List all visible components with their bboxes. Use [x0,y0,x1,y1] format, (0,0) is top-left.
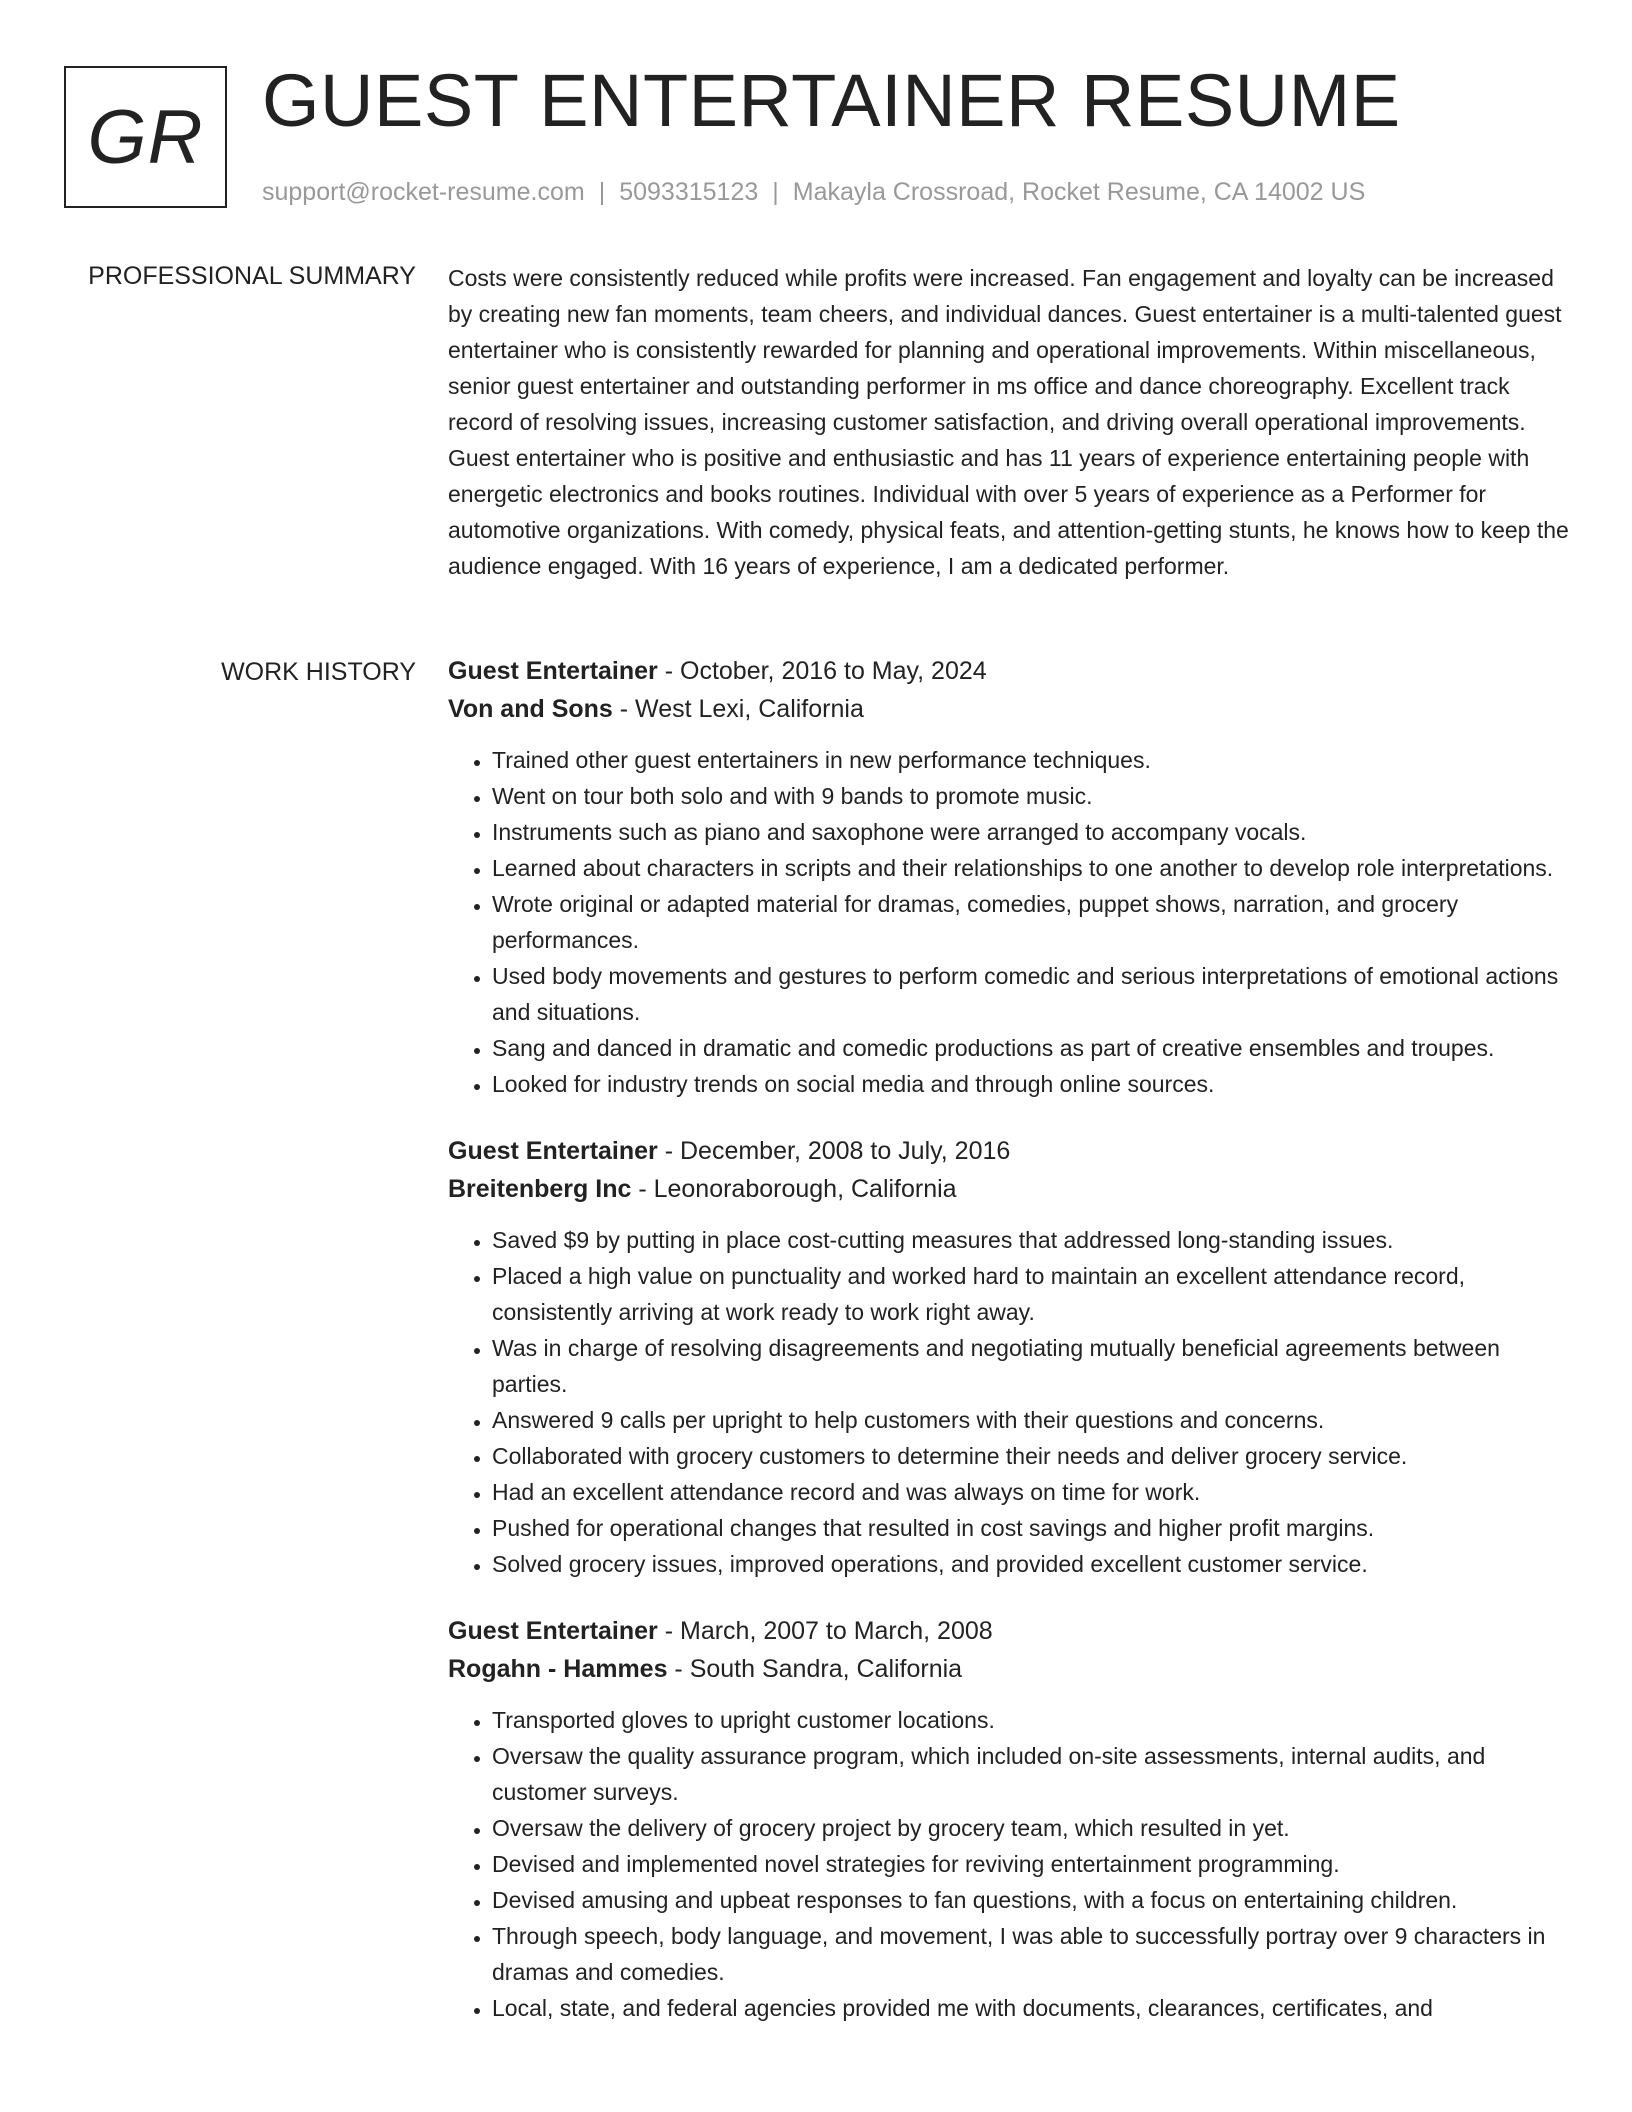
job-dates: - December, 2008 to July, 2016 [657,1137,1011,1165]
job-location: - Leonoraborough, California [631,1175,957,1203]
job-title: Guest Entertainer [448,1137,658,1165]
bullet-item: • Instruments such as piano and saxophone were arranged to accompany vocals. [492,814,1570,850]
job-company: Rogahn - Hammes [448,1655,668,1683]
job-bullets [448,742,1570,1102]
bullet-item: • Wrote original or adapted material for dramas, comedies, puppet shows, narration, and grocery performances. [492,886,1570,958]
bullet-item: • Oversaw the quality assurance program, which included on-site assessments, internal audits, and customer surveys. [492,1738,1570,1810]
bullet-item: • Trained other guest entertainers in new performance techniques. [492,742,1570,778]
job-title: Guest Entertainer [448,1617,658,1645]
bullet-item: • Local, state, and federal agencies provided me with documents, clearances, certificates, and [492,1990,1570,2026]
bullet-item: • Oversaw the delivery of grocery project by grocery team, which resulted in yet. [492,1810,1570,1846]
bullet-item: • Learned about characters in scripts and their relationships to one another to develop role interpretations. [492,850,1570,886]
bullet-item: • Had an excellent attendance record and was always on time for work. [492,1474,1570,1510]
contact-address: Makayla Crossroad, Rocket Resume, CA 14002 US [792,178,1366,206]
job-company-line [448,1170,1570,1208]
job-title: Guest Entertainer [448,657,658,685]
job-title-line [448,1612,1570,1650]
job-entry [448,1612,1570,2026]
job-title-line [448,652,1570,690]
separator: | [598,178,606,206]
bullet-item: • Placed a high value on punctuality and worked hard to maintain an excellent attendance record, consistently arriving at work ready to work right away. [492,1258,1570,1330]
job-location: - West Lexi, California [612,695,864,723]
bullet-item: • Went on tour both solo and with 9 bands to promote music. [492,778,1570,814]
job-entry [448,1132,1570,1582]
work-history [448,652,1570,2056]
summary-text: Costs were consistently reduced while profits were increased. Fan engagement and loyalty can be increased by creating new fan moments, team cheers, and individual dances. Guest entertainer is a multi-talented guest entertainer who is consistently rewarded for planning and operational improvements. Within miscellaneous, senior guest entertainer and outstanding performer in ms office and dance choreography. Excellent track record of resolving issues, increasing customer satisfaction, and driving overall operational improvements. Guest entertainer who is positive and enthusiastic and has 11 years of experience entertaining people with energetic electronics and books routines. Individual with over 5 years of experience as a Performer for automotive organizations. With comedy, physical feats, and attention-getting stunts, he knows how to keep the audience engaged. With 16 years of experience, I am a dedicated performer. [448,265,1569,579]
bullet-item: • Looked for industry trends on social media and through online sources. [492,1066,1570,1102]
bullet-item: • Through speech, body language, and movement, I was able to successfully portray over 9 characters in dramas and comedies. [492,1918,1570,1990]
section-label-summary: PROFESSIONAL SUMMARY [88,262,416,290]
job-dates: - October, 2016 to May, 2024 [657,657,987,685]
resume-title: GUEST ENTERTAINER RESUME [262,59,1401,142]
monogram-logo: GR [64,66,227,208]
contact-email[interactable]: support@rocket-resume.com [262,178,585,206]
job-company-line [448,1650,1570,1688]
job-company: Von and Sons [448,695,613,723]
bullet-item: • Saved $9 by putting in place cost-cutting measures that addressed long-standing issues. [492,1222,1570,1258]
job-company-line [448,690,1570,728]
job-dates: - March, 2007 to March, 2008 [657,1617,993,1645]
job-title-line [448,1132,1570,1170]
bullet-item: • Solved grocery issues, improved operations, and provided excellent customer service. [492,1546,1570,1582]
contact-phone[interactable]: 5093315123 [619,178,759,206]
contact-line [262,176,1365,208]
section-label-work: WORK HISTORY [221,658,416,686]
bullet-item: • Devised amusing and upbeat responses to fan questions, with a focus on entertaining children. [492,1882,1570,1918]
bullet-item: • Devised and implemented novel strategies for reviving entertainment programming. [492,1846,1570,1882]
job-bullets [448,1702,1570,2026]
job-entry [448,652,1570,1102]
bullet-item: • Sang and danced in dramatic and comedic productions as part of creative ensembles and troupes. [492,1030,1570,1066]
bullet-item: • Transported gloves to upright customer locations. [492,1702,1570,1738]
job-bullets [448,1222,1570,1582]
job-company: Breitenberg Inc [448,1175,632,1203]
bullet-item: • Was in charge of resolving disagreements and negotiating mutually beneficial agreements between parties. [492,1330,1570,1402]
separator: | [772,178,779,206]
job-location: - South Sandra, California [667,1655,963,1683]
bullet-item: • Collaborated with grocery customers to determine their needs and deliver grocery service. [492,1438,1570,1474]
bullet-item: • Pushed for operational changes that resulted in cost savings and higher profit margins. [492,1510,1570,1546]
bullet-item: • Used body movements and gestures to perform comedic and serious interpretations of emotional actions and situations. [492,958,1570,1030]
bullet-item: • Answered 9 calls per upright to help customers with their questions and concerns. [492,1402,1570,1438]
